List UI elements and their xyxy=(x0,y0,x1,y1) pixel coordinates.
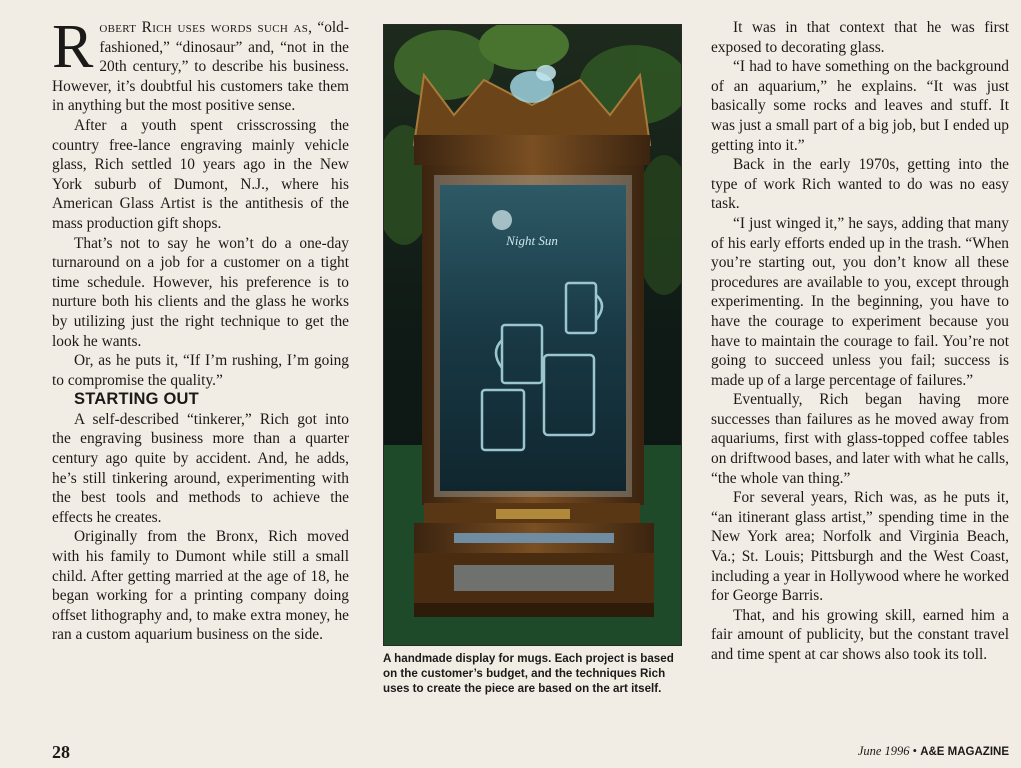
body-paragraph: For several years, Rich was, as he puts it, “an itinerant glass artist,” spending time in the New York area; Norfolk and Virginia Beach, Va.; St. Louis; Pittsburgh and the West Coast, including a year in Hollywood where he worked for George Barris. xyxy=(711,489,1009,605)
body-paragraph: A self-described “tinkerer,” Rich got into the engraving business more than a quarter century ago quite by accident. And, he adds, he’s still tinkering around, experimenting with the best tools and methods to achieve the effects he creates. xyxy=(52,410,349,526)
running-footer xyxy=(858,744,1009,759)
body-paragraph: After a youth spent crisscrossing the country free-lance engraving mainly vehicle glass, Rich settled 10 years ago in the New York suburb of Dumont, N.J., where his American Glass Artist is the antithesis of the mass production gift shops. xyxy=(52,116,349,232)
right-column xyxy=(711,18,1009,665)
photo-caption: A handmade display for mugs. Each project is based on the customer’s budget, and the techniques Rich uses to create the piece are based on the art itself. xyxy=(383,652,674,695)
section-subhead: STARTING OUT xyxy=(74,390,199,409)
body-paragraph: Or, as he puts it, “If I’m rushing, I’m going to compromise the quality.” xyxy=(52,352,349,389)
footer-separator: • xyxy=(909,744,921,758)
body-paragraph: Originally from the Bronx, Rich moved with his family to Dumont while still a small child. After getting married at the age of 18, he began working for a printing company doing offset lithography and, to make extra money, he ran a custom aquarium business on the side. xyxy=(52,528,349,644)
lead-smallcaps: obert Rich uses words such as, xyxy=(99,19,313,36)
left-column xyxy=(52,13,349,645)
drop-cap: R xyxy=(52,13,94,81)
etched-text: Night Sun xyxy=(506,233,558,248)
magazine-name: A&E MAGAZINE xyxy=(920,746,1009,758)
body-paragraph: That, and his growing skill, earned him a fair amount of publicity, but the constant travel and time spent at car shows also took its toll. xyxy=(711,606,1009,663)
lead-text: “old-fashioned,” “dinosaur” and, “not in the 20th century,” to describe his business. However, it’s doubtful his customers take them in anything but the most positive sense. xyxy=(52,19,349,115)
body-paragraph: Eventually, Rich began having more successes than failures as he moved away from aquariums, first with glass-topped coffee tables on driftwood bases, and later with what he calls, “the whole van thing.” xyxy=(711,391,1009,487)
body-paragraph: Back in the early 1970s, getting into the type of work Rich wanted to do was no easy task. xyxy=(711,156,1009,213)
issue-date: June 1996 xyxy=(857,744,910,758)
body-paragraph: That’s not to say he won’t do a one-day turnaround on a job for a customer on a tight time schedule. However, his preference is to nurture both his clients and the glass he works by utilizing just the right technique to get the look he wants. xyxy=(52,234,349,350)
body-paragraph: “I had to have something on the background of an aquarium,” he explains. “It was just basically some rocks and leaves and stuff. It was just a small part of a big job, but I ended up getting into it.” xyxy=(711,58,1009,154)
lead-paragraph xyxy=(52,13,349,116)
body-paragraph: “I just winged it,” he says, adding that many of his early efforts ended up in the trash. “When you’re starting out, you don’t know all these procedures are available to you, except through experimenting. In the beginning, you have to have the courage to experiment because you have to maintain the courage to fail. You’re not going to succeed unless you fail; success is made up of a large percentage of failures.” xyxy=(711,214,1009,389)
body-paragraph: It was in that context that he was first exposed to decorating glass. xyxy=(711,19,1009,56)
display-cabinet-illustration xyxy=(384,25,681,645)
etched-glass-panel xyxy=(440,185,626,491)
page-number: 28 xyxy=(52,742,70,762)
brass-nameplate xyxy=(496,509,570,519)
mug-display-photo xyxy=(383,24,682,646)
